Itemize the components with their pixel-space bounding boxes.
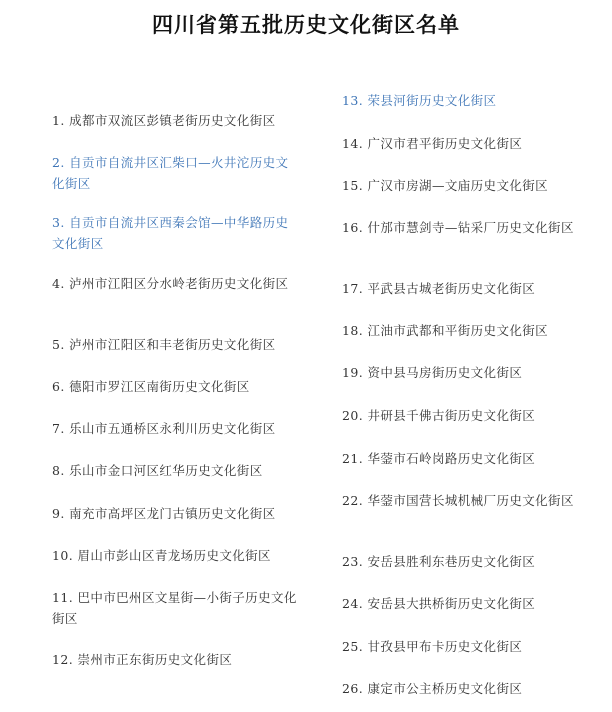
list-item-16: 16. 什邡市慧剑寺—钻采厂历史文化街区 [342,220,574,235]
list-item-19: 19. 资中县马房街历史文化街区 [342,365,523,380]
list-item-20: 20. 井研县千佛古街历史文化街区 [342,408,536,423]
list-item-22: 22. 华蓥市国营长城机械厂历史文化街区 [342,493,574,508]
list-item-9: 9. 南充市高坪区龙门古镇历史文化街区 [52,506,276,521]
list-item-24: 24. 安岳县大拱桥街历史文化街区 [342,596,536,611]
list-item-7: 7. 乐山市五通桥区永利川历史文化街区 [52,421,276,436]
list-item-5: 5. 泸州市江阳区和丰老街历史文化街区 [52,337,276,352]
list-item-3: 3. 自贡市自流井区西秦会馆—中华路历史文化街区 [52,215,289,251]
list-item-4: 4. 泸州市江阳区分水岭老街历史文化街区 [52,276,289,291]
list-item-25: 25. 甘孜县甲布卡历史文化街区 [342,639,523,654]
list-item-26: 26. 康定市公主桥历史文化街区 [342,681,523,696]
list-item-23: 23. 安岳县胜利东巷历史文化街区 [342,554,536,569]
list-item-18: 18. 江油市武都和平街历史文化街区 [342,323,549,338]
list-item-12: 12. 崇州市正东街历史文化街区 [52,652,233,667]
list-item-14: 14. 广汉市君平街历史文化街区 [342,136,523,151]
list-item-1: 1. 成都市双流区彭镇老街历史文化街区 [52,113,276,128]
list-item-13: 13. 荣县河街历史文化街区 [342,93,497,108]
list-item-11: 11. 巴中市巴州区文星街—小街子历史文化街区 [52,590,297,626]
page-title: 四川省第五批历史文化街区名单 [152,12,460,37]
list-item-10: 10. 眉山市彭山区青龙场历史文化街区 [52,548,271,563]
list-item-15: 15. 广汉市房湖—文庙历史文化街区 [342,178,549,193]
list-item-21: 21. 华蓥市石岭岗路历史文化街区 [342,451,536,466]
list-item-17: 17. 平武县古城老街历史文化街区 [342,281,536,296]
list-item-6: 6. 德阳市罗江区南街历史文化街区 [52,379,250,394]
list-item-2: 2. 自贡市自流井区汇柴口—火井沱历史文化街区 [52,155,289,191]
list-item-8: 8. 乐山市金口河区红华历史文化街区 [52,463,263,478]
